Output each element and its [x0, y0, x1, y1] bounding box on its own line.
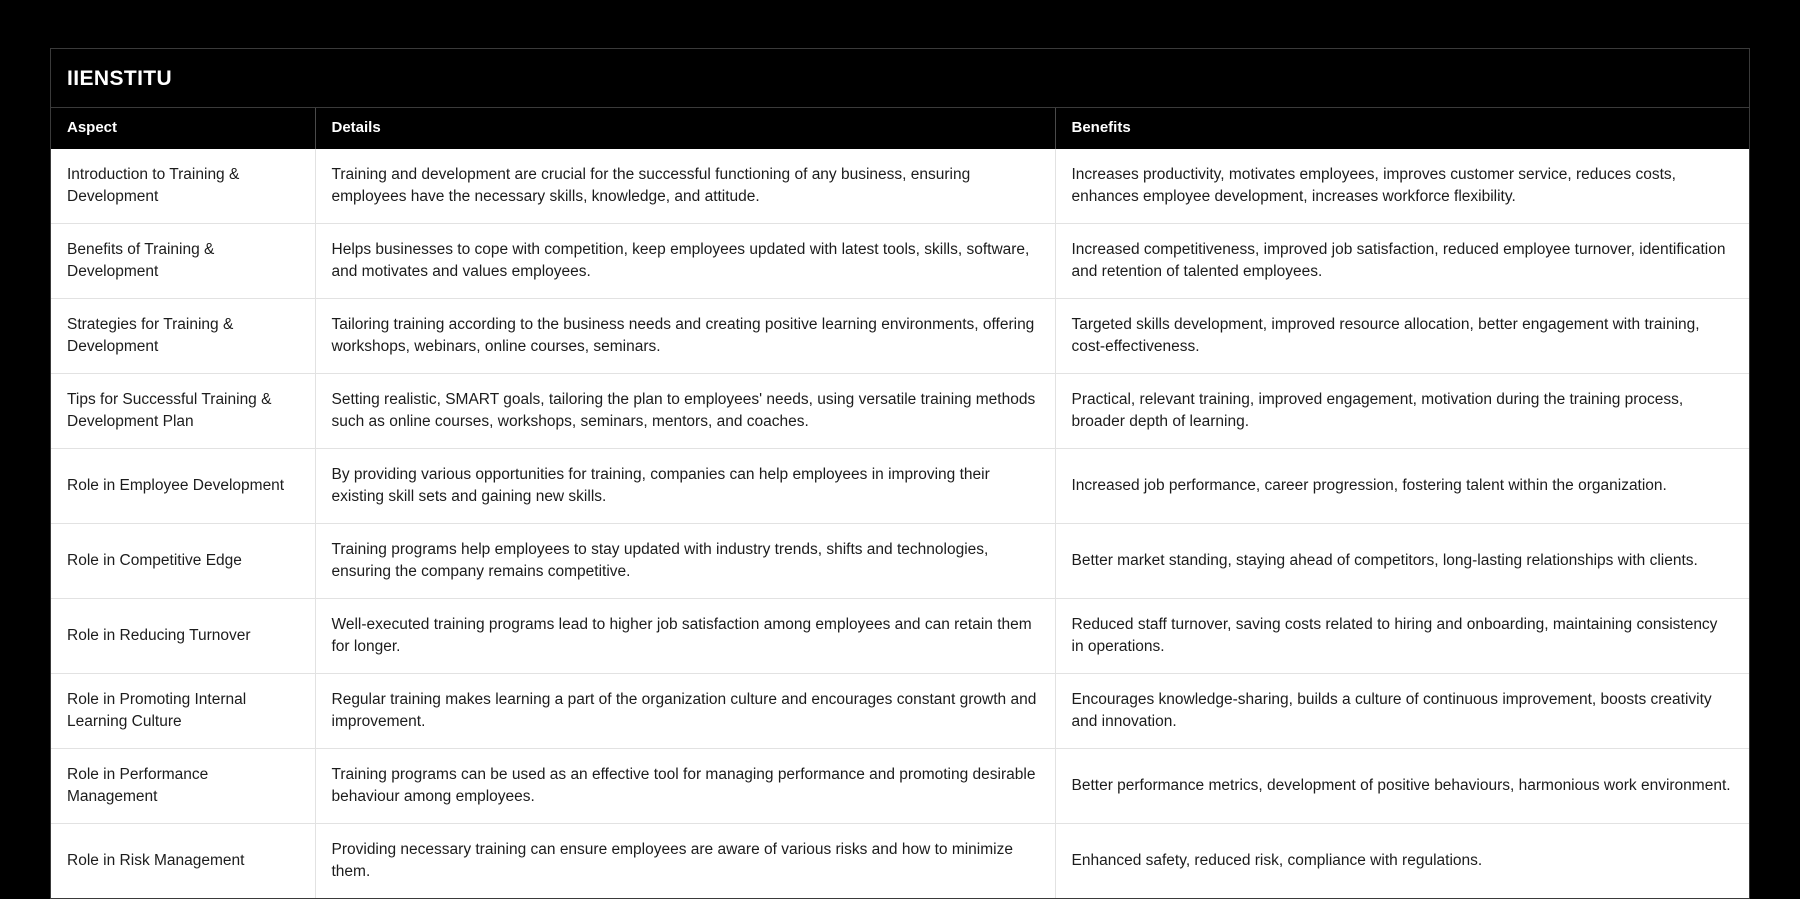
table-head [51, 108, 1749, 149]
table-row [51, 299, 1749, 374]
table-row [51, 524, 1749, 599]
table-row [51, 749, 1749, 824]
cell-aspect: Introduction to Training & Development [51, 149, 315, 224]
cell-aspect: Strategies for Training & Development [51, 299, 315, 374]
cell-benefits: Increased job performance, career progression, fostering talent within the organization. [1055, 449, 1749, 524]
column-header-aspect: Aspect [51, 108, 315, 149]
cell-aspect: Benefits of Training & Development [51, 224, 315, 299]
cell-benefits: Practical, relevant training, improved engagement, motivation during the training process, broader depth of learning. [1055, 374, 1749, 449]
cell-benefits: Targeted skills development, improved resource allocation, better engagement with training, cost-effectiveness. [1055, 299, 1749, 374]
cell-details: Setting realistic, SMART goals, tailoring the plan to employees' needs, using versatile training methods such as online courses, workshops, seminars, mentors, and coaches. [315, 374, 1055, 449]
cell-aspect: Role in Promoting Internal Learning Culture [51, 674, 315, 749]
cell-details: Well-executed training programs lead to higher job satisfaction among employees and can retain them for longer. [315, 599, 1055, 674]
cell-aspect: Role in Risk Management [51, 824, 315, 899]
table-header-row [51, 108, 1749, 149]
table-row [51, 374, 1749, 449]
table-row [51, 224, 1749, 299]
cell-details: Training and development are crucial for the successful functioning of any business, ensuring employees have the necessary skills, knowledge, and attitude. [315, 149, 1055, 224]
table-card [50, 48, 1750, 899]
table-row [51, 674, 1749, 749]
table-row [51, 149, 1749, 224]
table-row [51, 449, 1749, 524]
table-row [51, 824, 1749, 899]
brand-title: IIENSTITU [67, 67, 173, 90]
table-body [51, 149, 1749, 898]
cell-benefits: Reduced staff turnover, saving costs related to hiring and onboarding, maintaining consistency in operations. [1055, 599, 1749, 674]
cell-details: Regular training makes learning a part of the organization culture and encourages constant growth and improvement. [315, 674, 1055, 749]
cell-details: Training programs can be used as an effective tool for managing performance and promoting desirable behaviour among employees. [315, 749, 1055, 824]
cell-aspect: Role in Performance Management [51, 749, 315, 824]
column-header-details: Details [315, 108, 1055, 149]
cell-aspect: Role in Competitive Edge [51, 524, 315, 599]
cell-details: Tailoring training according to the business needs and creating positive learning environments, offering workshops, webinars, online courses, seminars. [315, 299, 1055, 374]
cell-benefits: Encourages knowledge-sharing, builds a culture of continuous improvement, boosts creativity and innovation. [1055, 674, 1749, 749]
cell-benefits: Enhanced safety, reduced risk, compliance with regulations. [1055, 824, 1749, 899]
cell-aspect: Role in Employee Development [51, 449, 315, 524]
table-row [51, 599, 1749, 674]
cell-benefits: Increased competitiveness, improved job satisfaction, reduced employee turnover, identification and retention of talented employees. [1055, 224, 1749, 299]
column-header-benefits: Benefits [1055, 108, 1749, 149]
cell-details: By providing various opportunities for training, companies can help employees in improving their existing skill sets and gaining new skills. [315, 449, 1055, 524]
comparison-table [51, 108, 1749, 898]
cell-benefits: Better performance metrics, development of positive behaviours, harmonious work environment. [1055, 749, 1749, 824]
cell-details: Training programs help employees to stay updated with industry trends, shifts and technologies, ensuring the company remains competitive. [315, 524, 1055, 599]
cell-details: Helps businesses to cope with competition, keep employees updated with latest tools, skills, software, and motivates and values employees. [315, 224, 1055, 299]
cell-details: Providing necessary training can ensure employees are aware of various risks and how to minimize them. [315, 824, 1055, 899]
cell-benefits: Increases productivity, motivates employees, improves customer service, reduces costs, enhances employee development, increases workforce flexibility. [1055, 149, 1749, 224]
cell-benefits: Better market standing, staying ahead of competitors, long-lasting relationships with clients. [1055, 524, 1749, 599]
brand-header [51, 49, 1749, 108]
cell-aspect: Tips for Successful Training & Development Plan [51, 374, 315, 449]
cell-aspect: Role in Reducing Turnover [51, 599, 315, 674]
